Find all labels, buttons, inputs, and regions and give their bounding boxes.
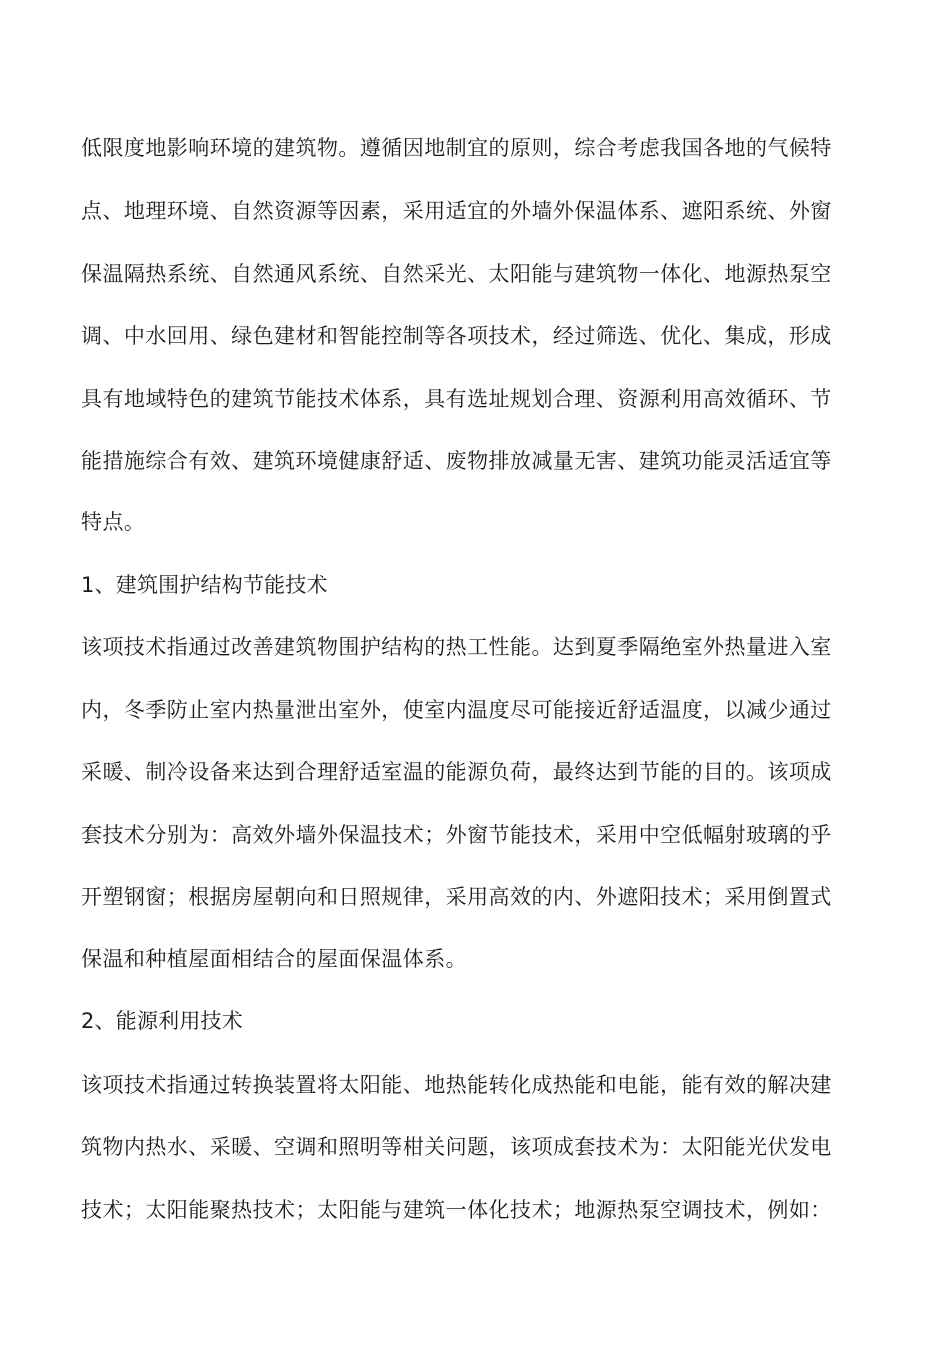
- text-line: 套技术分别为：高效外墙外保温技术；外窗节能技术，采用中空低幅射玻璃的乎: [81, 823, 832, 847]
- text-line: 低限度地影响环境的建筑物。遵循因地制宜的原则，综合考虑我国各地的气候特: [81, 136, 832, 160]
- text-line: 特点。: [81, 510, 146, 534]
- section-heading: 1、建筑围护结构节能技术: [81, 573, 328, 597]
- text-line: 技术；太阳能聚热技术；太阳能与建筑一体化技术；地源热泵空调技术，例如：: [81, 1198, 832, 1222]
- text-line: 该项技术指通过转换装置将太阳能、地热能转化成热能和电能，能有效的解决建: [81, 1073, 832, 1097]
- text-line: 内，冬季防止室内热量泄出室外，使室内温度尽可能接近舒适温度，以减少通过: [81, 698, 832, 722]
- text-line: 开塑钢窗；根据房屋朝向和日照规律，采用高效的内、外遮阳技术；采用倒置式: [81, 885, 832, 909]
- section-heading: 2、能源利用技术: [81, 1009, 243, 1033]
- text-line: 该项技术指通过改善建筑物围护结构的热工性能。达到夏季隔绝室外热量进入室: [81, 635, 832, 659]
- text-line: 能措施综合有效、建筑环境健康舒适、废物排放减量无害、建筑功能灵活适宜等: [81, 449, 832, 473]
- text-line: 采暖、制冷设备来达到合理舒适室温的能源负荷，最终达到节能的目的。该项成: [81, 760, 832, 784]
- text-line: 点、地理环境、自然资源等因素，采用适宜的外墙外保温体系、遮阳系统、外窗: [81, 199, 832, 223]
- text-line: 筑物内热水、采暖、空调和照明等柑关问题，该项成套技术为：太阳能光伏发电: [81, 1135, 832, 1159]
- text-line: 调、中水回用、绿色建材和智能控制等各项技术，经过筛选、优化、集成，形成: [81, 324, 832, 348]
- text-line: 保温隔热系统、自然通风系统、自然采光、太阳能与建筑物一体化、地源热泵空: [81, 262, 832, 286]
- text-line: 具有地域特色的建筑节能技术体系，具有选址规划合理、资源利用高效循环、节: [81, 387, 832, 411]
- text-line: 保温和种植屋面相结合的屋面保温体系。: [81, 947, 468, 971]
